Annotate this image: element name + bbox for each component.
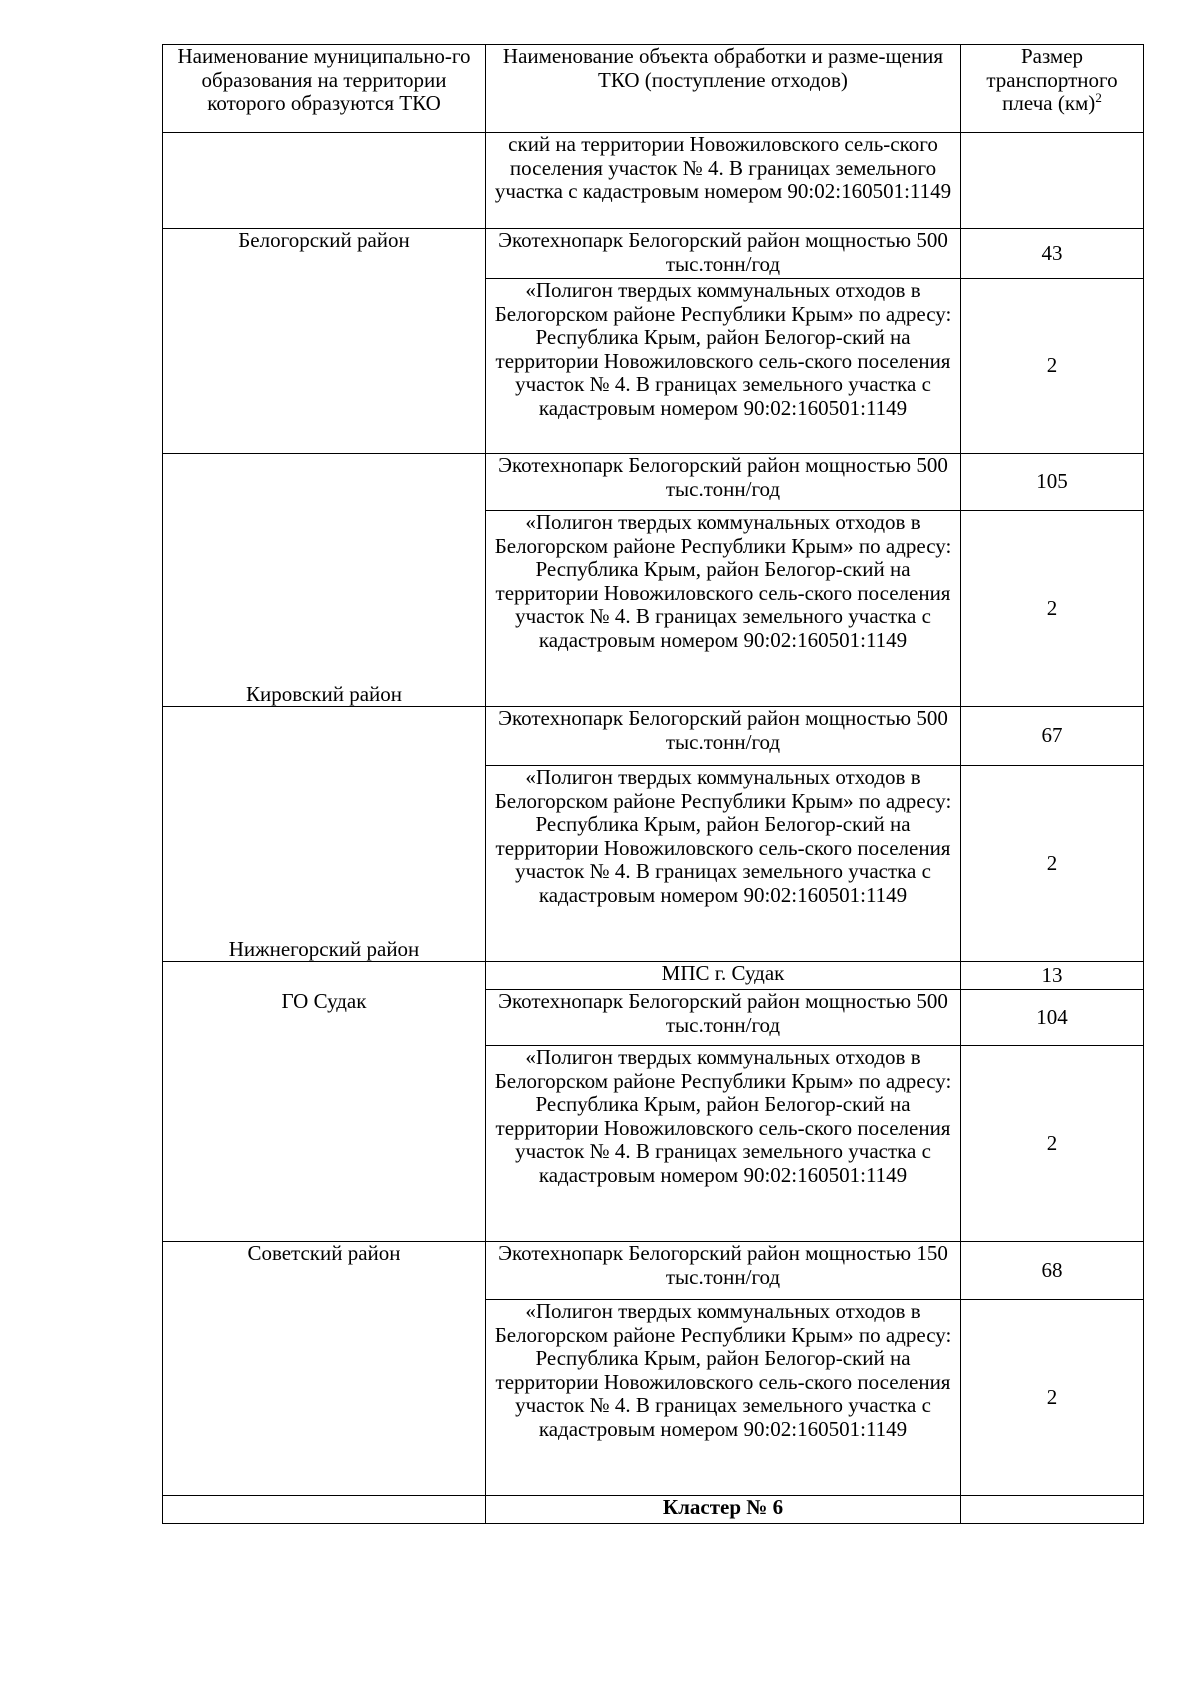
object-cell: Экотехнопарк Белогорский район мощностью 150 тыс.тонн/год: [486, 1242, 961, 1300]
object-cell: Экотехнопарк Белогорский район мощностью 500 тыс.тонн/год: [486, 454, 961, 511]
distance-cell: 2: [961, 279, 1144, 454]
continuation-distance: [961, 133, 1144, 229]
object-cell: Экотехнопарк Белогорский район мощностью 500 тыс.тонн/год: [486, 990, 961, 1046]
object-cell: «Полигон твердых коммунальных отходов в Белогорском районе Республики Крым» по адресу: Республика Крым, район Белогор-ский на территории Новожиловского сель-ского поселения участок № 4. В границах земельного участка с кадастровым номером 90:02:160501:1149: [486, 1300, 961, 1496]
header-municipality: Наименование муниципально-го образования на территории которого образуются ТКО: [163, 45, 486, 133]
object-cell: «Полигон твердых коммунальных отходов в Белогорском районе Республики Крым» по адресу: Республика Крым, район Белогор-ский на территории Новожиловского сель-ского поселения участок № 4. В границах земельного участка с кадастровым номером 90:02:160501:1149: [486, 511, 961, 707]
table-row: [163, 1242, 1144, 1300]
municipality-cell: Советский район: [163, 1242, 486, 1496]
table-row: [163, 229, 1144, 279]
object-cell: «Полигон твердых коммунальных отходов в Белогорском районе Республики Крым» по адресу: Республика Крым, район Белогор-ский на территории Новожиловского сель-ского поселения участок № 4. В границах земельного участка с кадастровым номером 90:02:160501:1149: [486, 279, 961, 454]
cluster-distance: [961, 1496, 1144, 1524]
object-cell: Экотехнопарк Белогорский район мощностью 500 тыс.тонн/год: [486, 229, 961, 279]
distance-cell: 68: [961, 1242, 1144, 1300]
cluster-municipality: [163, 1496, 486, 1524]
distance-cell: 2: [961, 1300, 1144, 1496]
cluster-label: Кластер № 6: [486, 1496, 961, 1524]
cluster-row: [163, 1496, 1144, 1524]
header-object: Наименование объекта обработки и разме-щения ТКО (поступление отходов): [486, 45, 961, 133]
distance-cell: 67: [961, 707, 1144, 766]
table-row: [163, 707, 1144, 766]
object-cell: Экотехнопарк Белогорский район мощностью 500 тыс.тонн/год: [486, 707, 961, 766]
continuation-object: ский на территории Новожиловского сель-ского поселения участок № 4. В границах земельного участка с кадастровым номером 90:02:160501:1149: [486, 133, 961, 229]
distance-cell: 13: [961, 962, 1144, 990]
object-cell: «Полигон твердых коммунальных отходов в Белогорском районе Республики Крым» по адресу: Республика Крым, район Белогор-ский на территории Новожиловского сель-ского поселения участок № 4. В границах земельного участка с кадастровым номером 90:02:160501:1149: [486, 766, 961, 962]
distance-cell: 104: [961, 990, 1144, 1046]
object-cell: МПС г. Судак: [486, 962, 961, 990]
municipality-cell: Нижнегорский район: [163, 707, 486, 962]
header-distance: Размер транспортного плеча (км)$^2$: [961, 45, 1144, 133]
distance-cell: 105: [961, 454, 1144, 511]
header-row: [163, 45, 1144, 133]
object-cell: «Полигон твердых коммунальных отходов в Белогорском районе Республики Крым» по адресу: Республика Крым, район Белогор-ский на территории Новожиловского сель-ского поселения участок № 4. В границах земельного участка с кадастровым номером 90:02:160501:1149: [486, 1046, 961, 1242]
waste-transport-table: [162, 44, 1144, 1524]
continuation-municipality: [163, 133, 486, 229]
municipality-cell: Белогорский район: [163, 229, 486, 454]
table-row: [163, 962, 1144, 990]
continuation-row: [163, 133, 1144, 229]
distance-cell: 43: [961, 229, 1144, 279]
municipality-cell: Кировский район: [163, 454, 486, 707]
distance-cell: 2: [961, 1046, 1144, 1242]
distance-cell: 2: [961, 766, 1144, 962]
distance-cell: 2: [961, 511, 1144, 707]
municipality-cell: ГО Судак: [163, 962, 486, 1242]
table-row: [163, 454, 1144, 511]
